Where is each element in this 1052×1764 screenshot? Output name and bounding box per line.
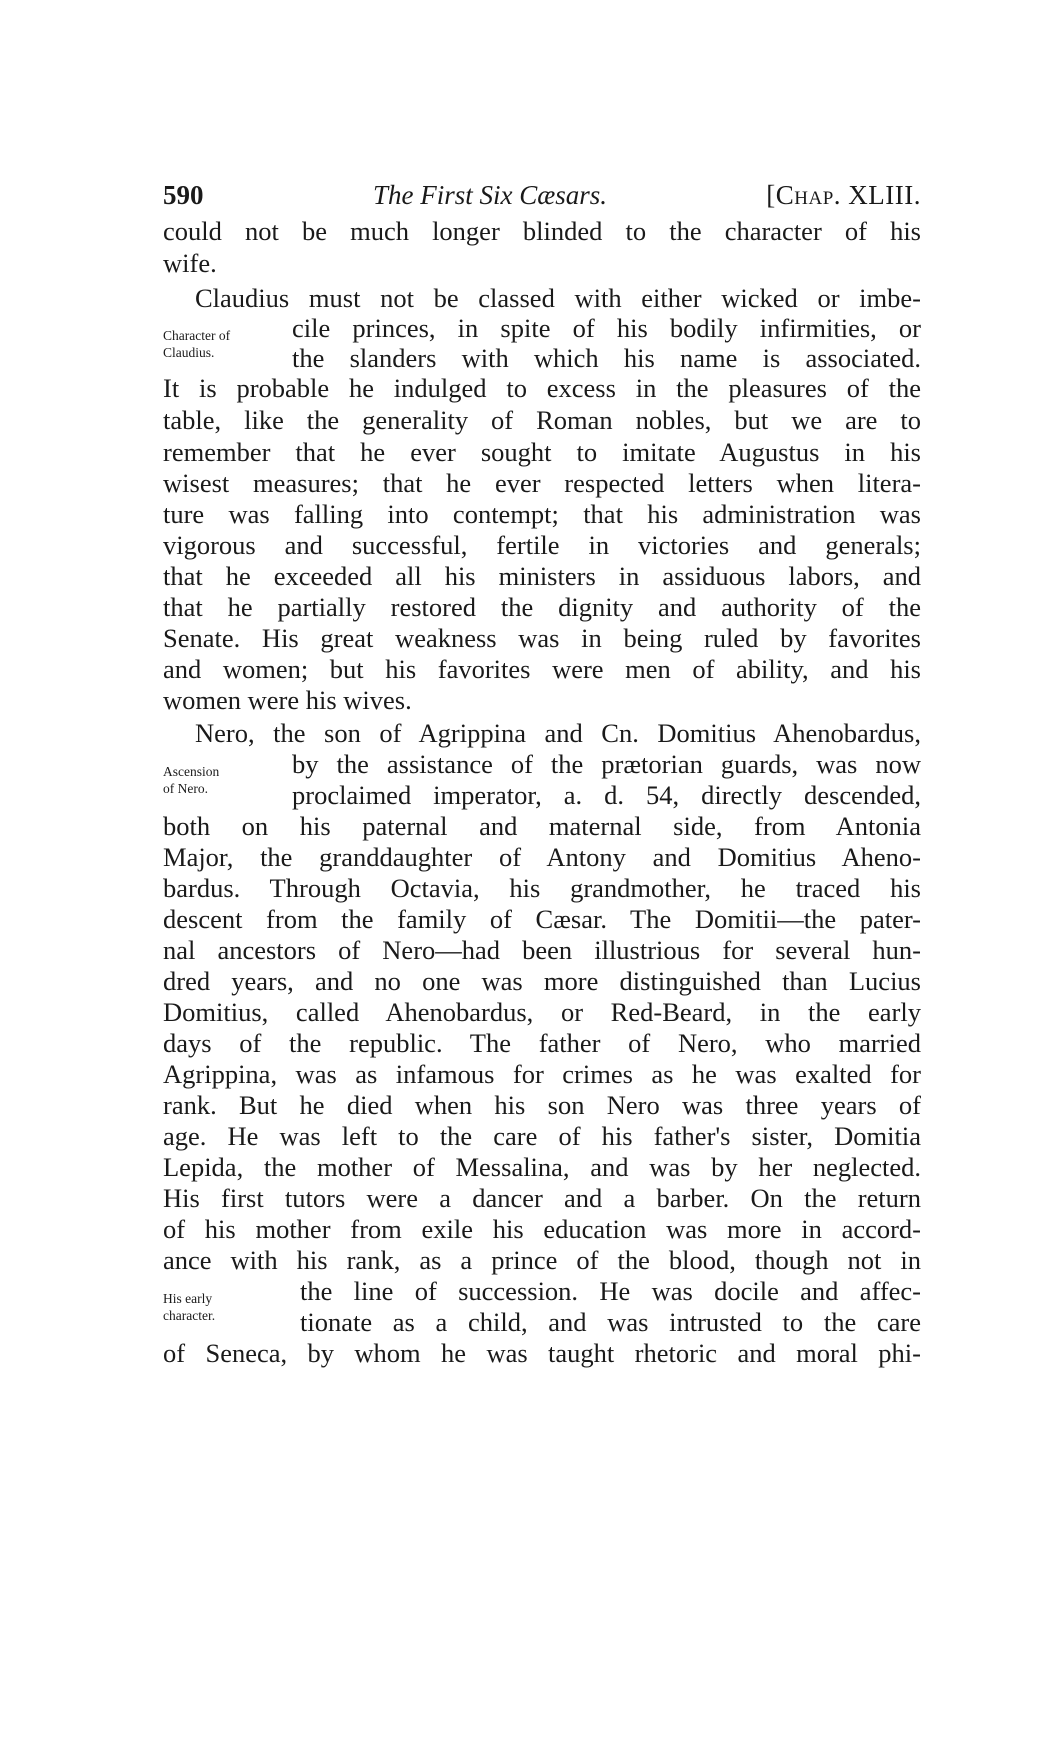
text-line: both on his paternal and maternal side, from Antonia: [163, 811, 921, 841]
text-line: proclaimed imperator, a. d. 54, directly descended,: [292, 780, 921, 810]
text-line: that he partially restored the dignity and authority of the: [163, 592, 921, 622]
text-line: Senate. His great weakness was in being ruled by favorites: [163, 623, 921, 653]
text-line: cile princes, in spite of his bodily infirmities, or: [292, 313, 921, 343]
text-line: days of the republic. The father of Nero, who married: [163, 1028, 921, 1058]
text-line: wisest measures; that he ever respected letters when litera-: [163, 468, 921, 498]
text-line: ance with his rank, as a prince of the blood, though not in: [163, 1245, 921, 1275]
margin-note-his-early-character: [163, 1290, 215, 1324]
running-title: The First Six Cæsars.: [373, 180, 608, 210]
text-line: rank. But he died when his son Nero was three years of: [163, 1090, 921, 1120]
text-line: table, like the generality of Roman nobles, but we are to: [163, 405, 921, 435]
text-line: of Seneca, by whom he was taught rhetoric and moral phi-: [163, 1338, 921, 1368]
text-line: His first tutors were a dancer and a barber. On the return: [163, 1183, 921, 1213]
margin-note-line: His early: [163, 1291, 213, 1306]
text-line: by the assistance of the prætorian guards, was now: [292, 749, 921, 779]
text-line: dred years, and no one was more distinguished than Lucius: [163, 966, 921, 996]
text-line: tionate as a child, and was intrusted to the care: [300, 1307, 921, 1337]
text-line: women were his wives.: [163, 685, 412, 715]
text-line: could not be much longer blinded to the character of his: [163, 216, 921, 246]
text-line: vigorous and successful, fertile in victories and generals;: [163, 530, 921, 560]
text-line: nal ancestors of Nero—had been illustrious for several hun-: [163, 935, 921, 965]
text-line: Domitius, called Ahenobardus, or Red-Beard, in the early: [163, 997, 921, 1027]
margin-note-line: Character of: [163, 328, 231, 343]
text-line: Agrippina, was as infamous for crimes as he was exalted for: [163, 1059, 921, 1089]
text-line: that he exceeded all his ministers in assiduous labors, and: [163, 561, 921, 591]
text-line: and women; but his favorites were men of ability, and his: [163, 654, 921, 684]
text-line: of his mother from exile his education was more in accord-: [163, 1214, 921, 1244]
margin-note-line: of Nero.: [163, 781, 208, 796]
text-line: descent from the family of Cæsar. The Domitii—the pater-: [163, 904, 921, 934]
text-line: age. He was left to the care of his father's sister, Domitia: [163, 1121, 921, 1151]
margin-note-line: Claudius.: [163, 345, 215, 360]
text-line: the slanders with which his name is associated.: [292, 343, 921, 373]
text-line: Claudius must not be classed with either wicked or imbe-: [195, 283, 921, 313]
margin-note-line: Ascension: [163, 764, 220, 779]
margin-note-line: character.: [163, 1308, 216, 1323]
text-line: the line of succession. He was docile and affec-: [300, 1276, 921, 1306]
margin-note-ascension-of-nero: [163, 763, 219, 797]
text-line: Nero, the son of Agrippina and Cn. Domitius Ahenobardus,: [195, 718, 921, 748]
margin-note-character-of-claudius: [163, 327, 230, 361]
text-line: ture was falling into contempt; that his administration was: [163, 499, 921, 529]
text-line: Lepida, the mother of Messalina, and was by her neglected.: [163, 1152, 921, 1182]
text-line: wife.: [163, 248, 217, 278]
running-header: [163, 180, 921, 220]
chapter-label: [Chap. XLIII.: [766, 180, 921, 210]
page-number: 590: [163, 180, 204, 210]
text-line: Major, the granddaughter of Antony and Domitius Aheno-: [163, 842, 921, 872]
text-line: bardus. Through Octavia, his grandmother, he traced his: [163, 873, 921, 903]
text-line: remember that he ever sought to imitate Augustus in his: [163, 437, 921, 467]
text-line: It is probable he indulged to excess in the pleasures of the: [163, 373, 921, 403]
